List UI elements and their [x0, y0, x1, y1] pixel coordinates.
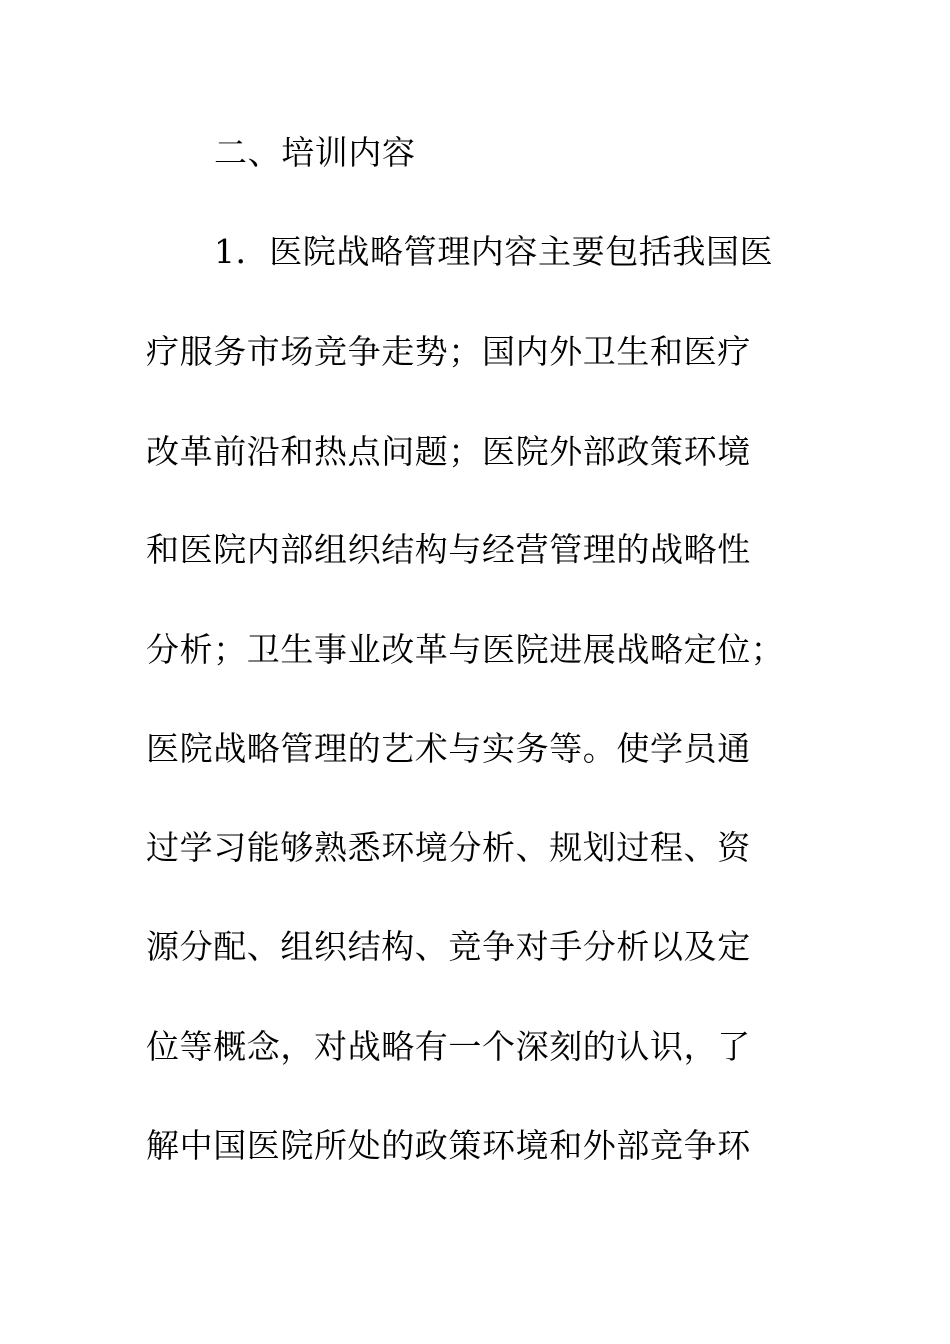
paragraph-line: 和医院内部组织结构与经营管理的战略性: [146, 530, 751, 569]
paragraph-line: 改革前沿和热点问题；医院外部政策环境: [146, 432, 751, 471]
paragraph-line: 1．医院战略管理内容主要包括我国医: [214, 232, 774, 271]
paragraph-line: 源分配、组织结构、竞争对手分析以及定: [146, 927, 751, 966]
section-heading: 二、培训内容: [214, 133, 416, 172]
paragraph-line: 分析；卫生事业改革与医院进展战略定位；: [146, 630, 785, 669]
paragraph-line: 医院战略管理的艺术与实务等。使学员通: [146, 729, 751, 768]
paragraph-line: 解中国医院所处的政策环境和外部竞争环: [146, 1126, 751, 1165]
paragraph-line: 疗服务市场竞争走势；国内外卫生和医疗: [146, 332, 751, 371]
paragraph-line: 过学习能够熟悉环境分析、规划过程、资: [146, 828, 751, 867]
paragraph-line: 位等概念，对战略有一个深刻的认识，了: [146, 1027, 751, 1066]
